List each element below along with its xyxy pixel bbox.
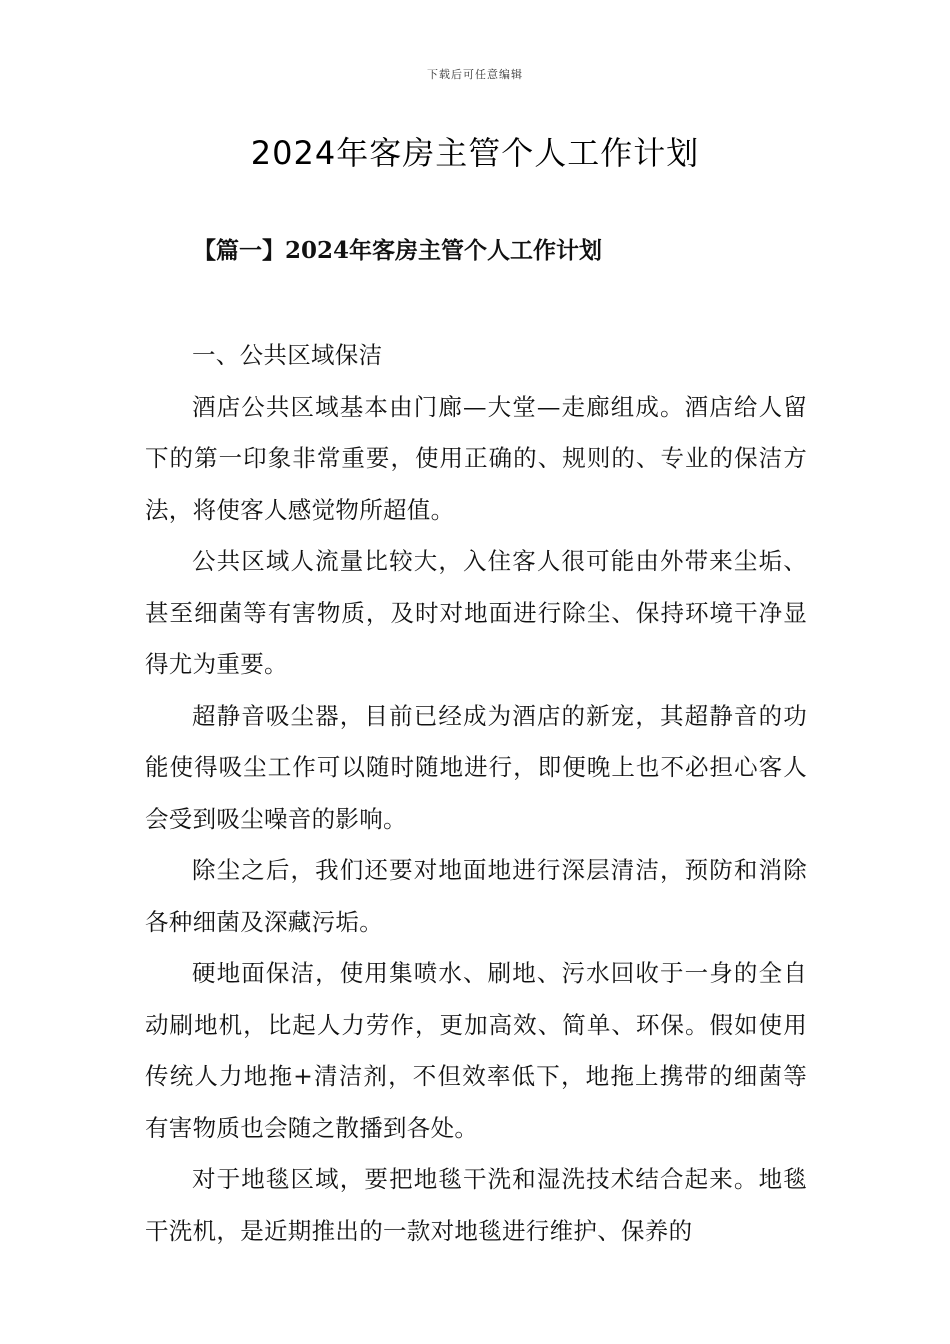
paragraph: 对于地毯区域，要把地毯干洗和湿洗技术结合起来。地毯干洗机，是近期推出的一款对地毯进行维护、保养的	[145, 1165, 807, 1245]
paragraph: 超静音吸尘器，目前已经成为酒店的新宠，其超静音的功能使得吸尘工作可以随时随地进行，即便晚上也不必担心客人会受到吸尘噪音的影响。	[145, 701, 807, 833]
section-heading: 【篇一】2024年客房主管个人工作计划	[193, 237, 603, 264]
paragraph: 除尘之后，我们还要对地面地进行深层清洁，预防和消除各种细菌及深藏污垢。	[145, 856, 807, 936]
subsection-heading: 一、公共区域保洁	[192, 341, 383, 369]
document-body	[145, 330, 807, 1257]
paragraph: 硬地面保洁，使用集喷水、刷地、污水回收于一身的全自动刷地机，比起人力劳作，更加高效、简单、环保。假如使用传统人力地拖+清洁剂，不但效率低下，地拖上携带的细菌等有害物质也会随之散播到各处。	[145, 959, 807, 1142]
paragraph: 公共区域人流量比较大，入住客人很可能由外带来尘垢、甚至细菌等有害物质，及时对地面进行除尘、保持环境干净显得尤为重要。	[145, 547, 807, 678]
document-title: 2024年客房主管个人工作计划	[250, 134, 700, 172]
paragraph: 酒店公共区域基本由门廊—大堂—走廊组成。酒店给人留下的第一印象非常重要，使用正确的、规则的、专业的保洁方法，将使客人感觉物所超值。	[145, 392, 807, 524]
header-note: 下载后可任意编辑	[427, 68, 523, 81]
